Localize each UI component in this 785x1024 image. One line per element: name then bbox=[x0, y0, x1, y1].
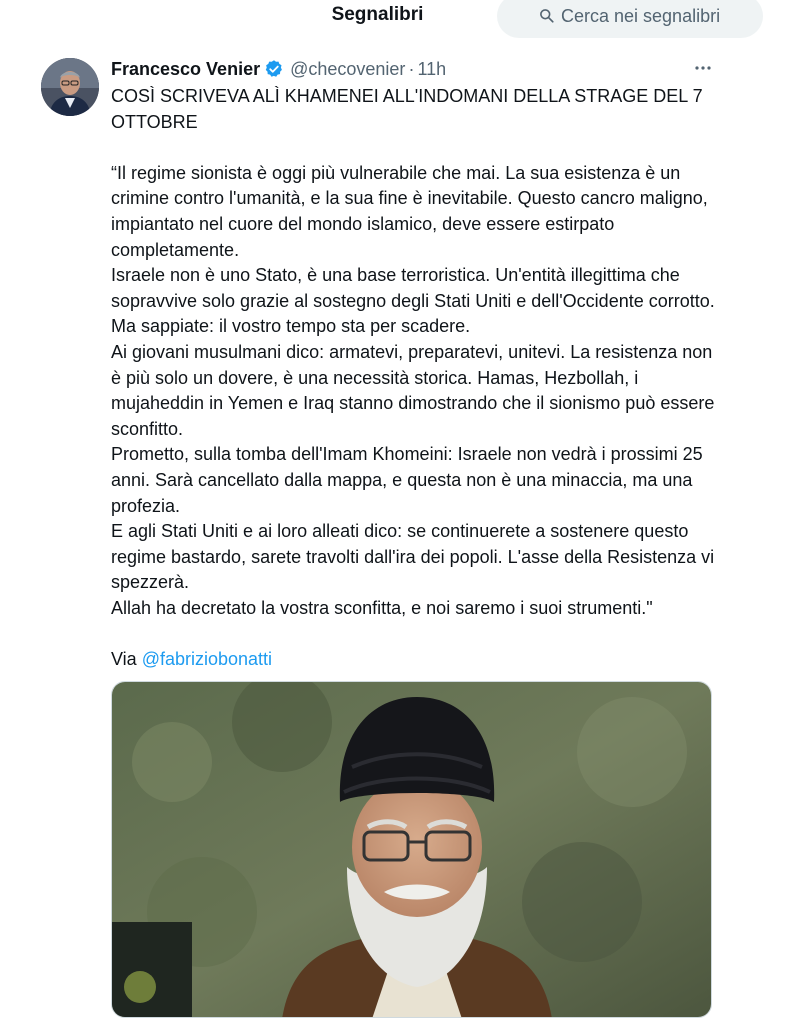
page-title: Segnalibri bbox=[331, 4, 424, 25]
tweet-paragraph-4: Prometto, sulla tomba dell'Imam Khomeini: Israele non vedrà i prossimi 25 anni. Sarà cancellato dalla mappa, e questa non è una minaccia, ma una profezia. bbox=[111, 444, 703, 516]
tweet-headline: COSÌ SCRIVEVA ALÌ KHAMENEI ALL'INDOMANI DELLA STRAGE DEL 7 OTTOBRE bbox=[111, 86, 703, 132]
tweet-paragraph-6: Allah ha decretato la vostra sconfitta, e noi saremo i suoi strumenti." bbox=[111, 597, 653, 618]
via-mention-link[interactable]: @fabriziobonatti bbox=[141, 649, 273, 670]
tweet-paragraph-1: “Il regime sionista è oggi più vulnerabile che mai. La sua esistenza è un crimine contro l'umanità, e la sua fine è inevitabile. Questo cancro maligno, impiantato nel cuore del mondo islamico, deve essere estirpato completamente. bbox=[111, 162, 708, 260]
via-label: Via bbox=[111, 649, 137, 670]
search-input[interactable] bbox=[497, 0, 763, 38]
avatar-image bbox=[41, 58, 99, 116]
author-handle[interactable]: @checovenier bbox=[290, 58, 406, 79]
tweet-header bbox=[111, 56, 446, 82]
tweet-media-image[interactable] bbox=[111, 681, 712, 1018]
author-name[interactable]: Francesco Venier bbox=[111, 58, 261, 79]
header bbox=[0, 0, 785, 40]
tweet-paragraph-2: Israele non è uno Stato, è una base terroristica. Un'entità illegittima che sopravvive solo grazie al sostegno degli Stati Uniti e dell'Occidente corrotto. Ma sappiate: il vostro tempo sta per scadere. bbox=[111, 265, 715, 337]
tweet-timestamp[interactable]: 11h bbox=[417, 58, 447, 79]
tweet-paragraph-5: E agli Stati Uniti e ai loro alleati dico: se continuerete a sostenere questo regime bastardo, sarete travolti dall'ira dei popoli. L'asse della Resistenza vi spezzerà. bbox=[111, 521, 715, 593]
search-placeholder: Cerca nei segnalibri bbox=[561, 5, 721, 26]
via-line bbox=[111, 647, 721, 673]
tweet-text bbox=[111, 84, 721, 673]
tweet-paragraph-3: Ai giovani musulmani dico: armatevi, preparatevi, unitevi. La resistenza non è più solo un dovere, è una necessità storica. Hamas, Hezbollah, i mujaheddin in Yemen e Iraq stanno dimostrando che il sionismo può essere sconfitto. bbox=[111, 341, 715, 439]
more-options-icon[interactable] bbox=[693, 60, 713, 76]
separator-dot: · bbox=[408, 58, 415, 79]
search-icon bbox=[539, 8, 554, 23]
portrait-photo bbox=[112, 682, 712, 1018]
verified-badge-icon bbox=[264, 59, 284, 79]
avatar[interactable] bbox=[41, 58, 99, 116]
